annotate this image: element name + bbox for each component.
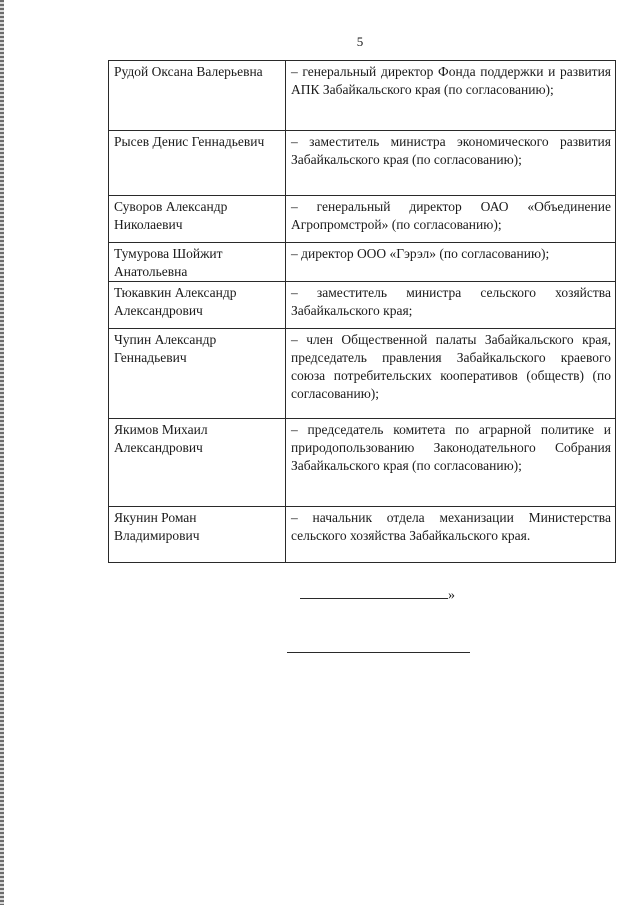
table-row: [109, 131, 616, 196]
member-name: Рысев Денис Геннадьевич: [109, 131, 286, 196]
page-number: 5: [356, 34, 364, 49]
member-role: – председатель комитета по аграрной политике и природопользованию Законодательного Собрания Забайкальского края (по согласованию);: [286, 419, 616, 507]
closing-underline: [300, 588, 448, 599]
member-name: Чупин Александр Геннадьевич: [109, 329, 286, 419]
member-role: – генеральный директор ОАО «Объединение Агропромстрой» (по согласованию);: [286, 196, 616, 243]
table-row: [109, 196, 616, 243]
table-row: [109, 282, 616, 329]
member-role: – заместитель министра сельского хозяйства Забайкальского края;: [286, 282, 616, 329]
member-role: – заместитель министра экономического развития Забайкальского края (по согласованию);: [286, 131, 616, 196]
separator-line: [287, 652, 470, 653]
member-role: – директор ООО «Гэрэл» (по согласованию);: [286, 243, 616, 282]
member-name: Рудой Оксана Валерьевна: [109, 61, 286, 131]
table-row: [109, 243, 616, 282]
member-role: – генеральный директор Фонда поддержки и развития АПК Забайкальского края (по согласованию);: [286, 61, 616, 131]
members-table: [108, 60, 616, 563]
member-role: – член Общественной палаты Забайкальского края, председатель правления Забайкальского краевого союза потребительских кооперативов (обществ) (по согласованию);: [286, 329, 616, 419]
closing-line: [300, 588, 455, 604]
member-name: Суворов Александр Николаевич: [109, 196, 286, 243]
member-name: Якунин Роман Владимирович: [109, 507, 286, 563]
table-row: [109, 507, 616, 563]
member-name: Якимов Михаил Александрович: [109, 419, 286, 507]
table-row: [109, 419, 616, 507]
table-row: [109, 61, 616, 131]
member-name: Тюкавкин Александр Александрович: [109, 282, 286, 329]
member-role: – начальник отдела механизации Министерства сельского хозяйства Забайкальского края.: [286, 507, 616, 563]
closing-quote: »: [448, 588, 455, 603]
scan-binding-edge: [0, 0, 4, 905]
table-row: [109, 329, 616, 419]
member-name: Тумурова Шойжит Анатольевна: [109, 243, 286, 282]
